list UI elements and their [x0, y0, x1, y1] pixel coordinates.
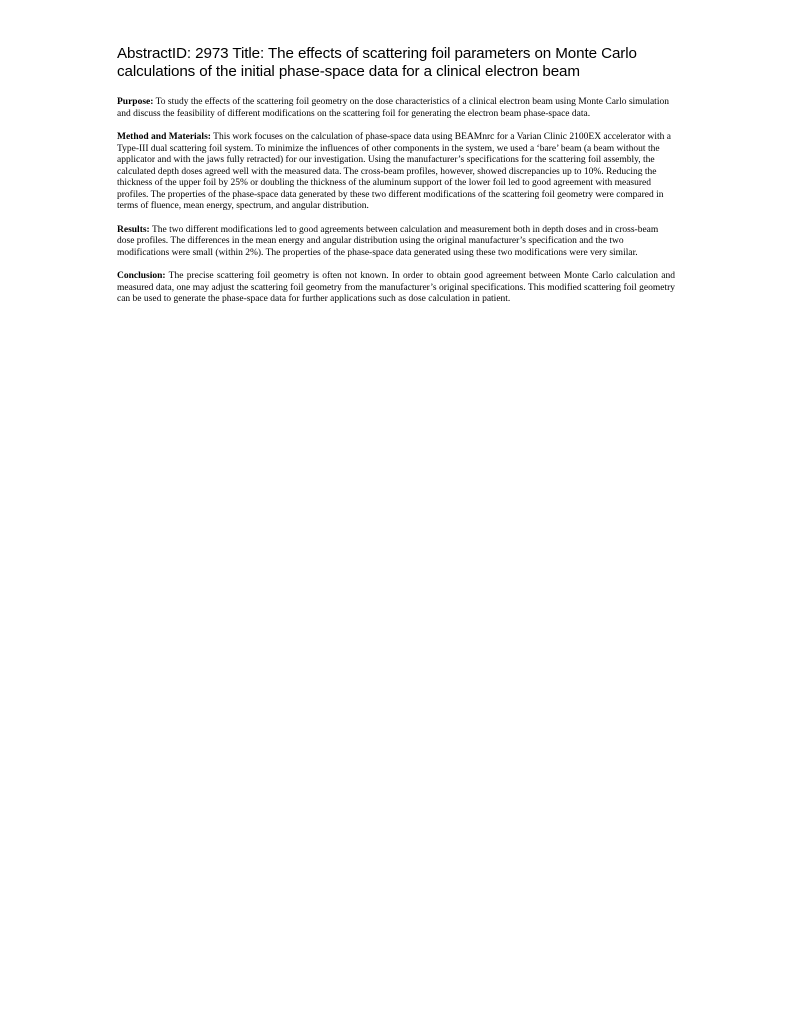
purpose-label: Purpose:: [117, 97, 154, 107]
method-label: Method and Materials:: [117, 132, 211, 142]
results-text: The two different modifications led to good agreements between calculation and measurement both in depth doses and in cross-beam dose profiles. The differences in the mean energy and angular distribution using the original manufacturer’s specification and the two modifications were small (within 2%). The properties of the phase-space data generated using these two modifications were very similar.: [117, 224, 659, 258]
conclusion-paragraph: [117, 271, 675, 306]
conclusion-label: Conclusion:: [117, 271, 166, 281]
abstract-content: [117, 45, 675, 318]
method-paragraph: [117, 132, 675, 213]
purpose-paragraph: [117, 97, 675, 120]
purpose-text: To study the effects of the scattering foil geometry on the dose characteristics of a clinical electron beam using Monte Carlo simulation and discuss the feasibility of different modifications on the scattering foil for generating the electron beam phase-space data.: [117, 97, 669, 119]
results-paragraph: [117, 225, 675, 260]
results-label: Results:: [117, 224, 150, 235]
method-text: This work focuses on the calculation of phase-space data using BEAMnrc for a Varian Clinic 2100EX accelerator with a Type-III dual scattering foil system. To minimize the influences of other components in the system, we used a ‘bare’ beam (a beam without the applicator and with the jaws fully retracted) for our investigation. Using the manufacturer’s specifications for the scattering foil assembly, the calculated depth doses agreed well with the measured data. The cross-beam profiles, however, showed discrepancies up to 10%. Reducing the thickness of the upper foil by 25% or doubling the thickness of the aluminum support of the lower foil led to good agreement with measured profiles. The properties of the phase-space data generated by these two different modifications of the scattering foil geometry were compared in terms of fluence, mean energy, spectrum, and angular distribution.: [117, 132, 671, 211]
abstract-title: AbstractID: 2973 Title: The effects of scattering foil parameters on Monte Carlo calculations of the initial phase-space data for a clinical electron beam: [117, 45, 637, 80]
conclusion-text: The precise scattering foil geometry is often not known. In order to obtain good agreement between Monte Carlo calculation and measured data, one may adjust the scattering foil geometry from the manufacturer’s original specifications. This modified scattering foil geometry can be used to generate the phase-space data for further applications such as dose calculation in patient.: [117, 271, 675, 304]
